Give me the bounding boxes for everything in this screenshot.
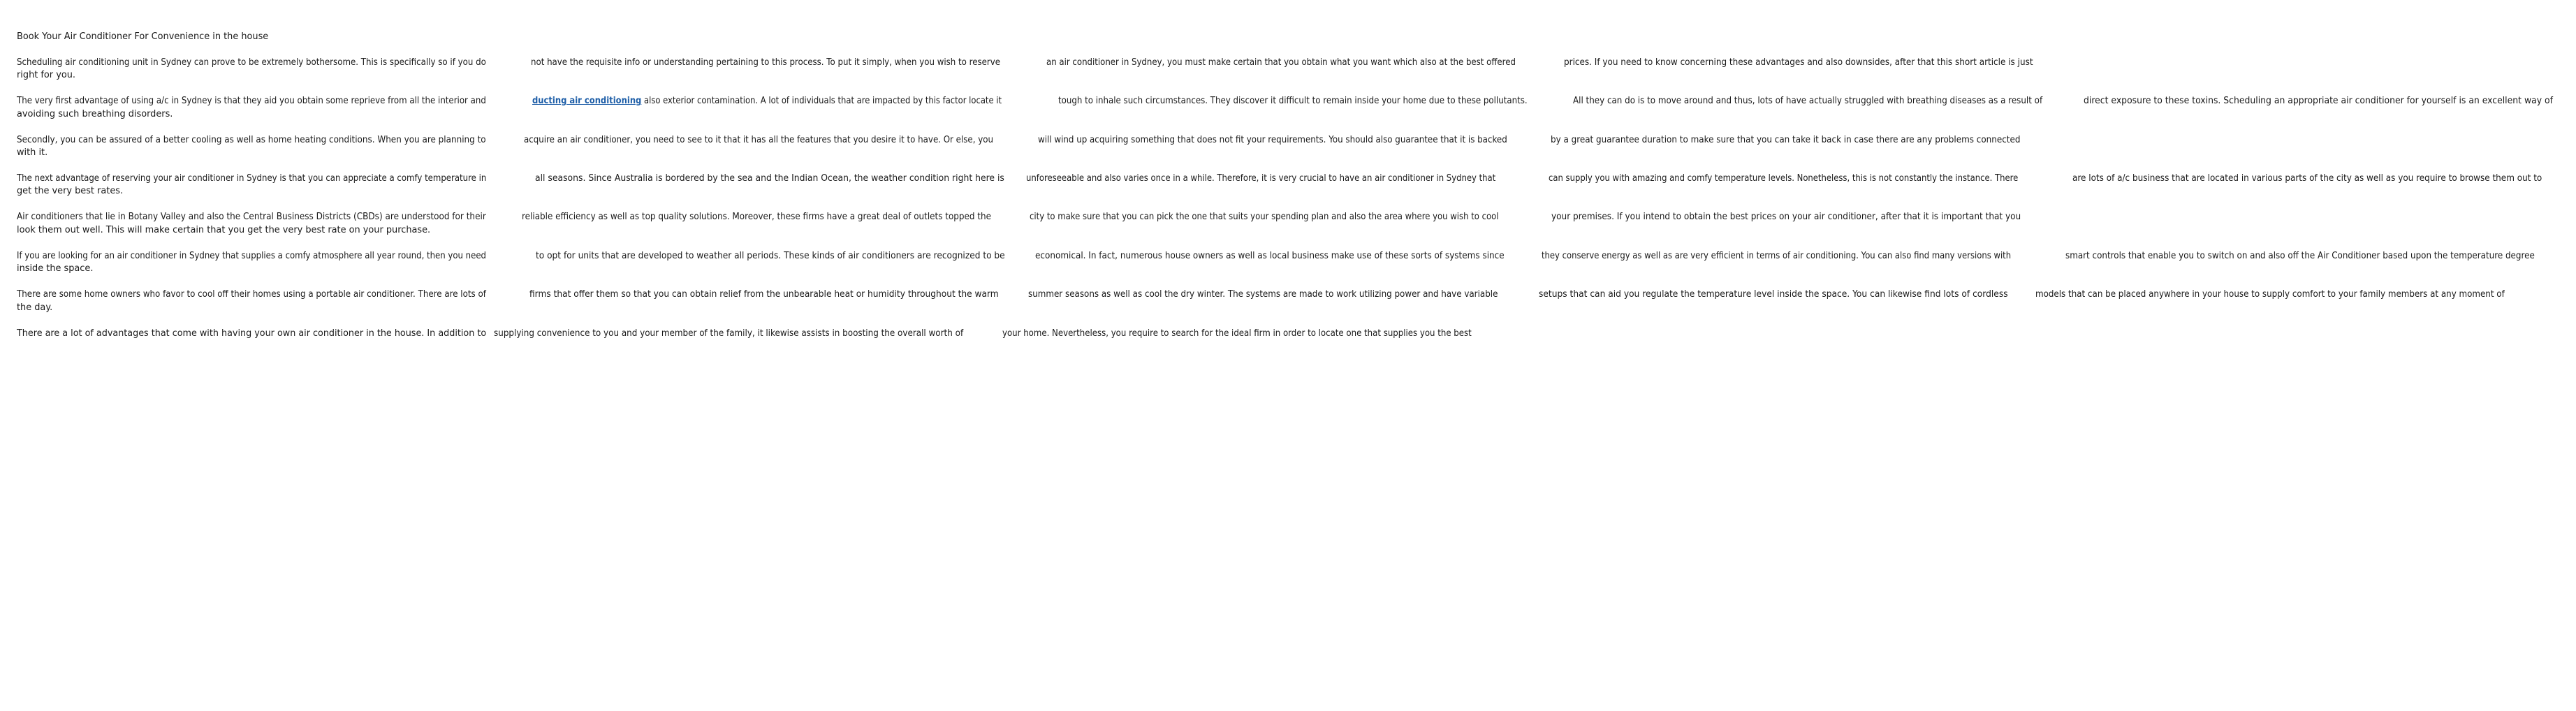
text-line: summer seasons as well as cool the dry winter. The systems are made to work utilizing power and have variable [1028,289,1498,300]
text-line: The next advantage of reserving your air conditioner in Sydney is that you can appreciate a comfy temperature in [17,173,487,184]
text-line: All they can do is to move around and thus, lots of have actually struggled with breathing diseases as a result of [1573,96,2043,107]
paragraph-2 [17,95,2554,121]
paragraph-8 [17,328,1472,340]
text-line: setups that can aid you regulate the temperature level inside the space. You can likewise find lots of cordless [1539,289,2008,300]
text-line: There are a lot of advantages that come with having your own air conditioner in the house. In addition to [17,328,487,339]
text-line: smart controls that enable you to switch on and also off the Air Conditioner based upon the temperature degree [2065,250,2535,261]
paragraph-1 [17,57,2033,82]
text-line: prices. If you need to know concerning these advantages and also downsides, after that this short article is just [1564,57,2033,68]
text-line: an air conditioner in Sydney, you must make certain that you obtain what you want which also at the best offered [1046,57,1516,68]
text-line: reliable efficiency as well as top quality solutions. Moreover, these firms have a great deal of outlets topped the [522,212,992,223]
text-line: all seasons. Since Australia is bordered by the sea and the Indian Ocean, the weather condition right here is [535,173,1005,184]
text-line: look them out well. This will make certain that you get the very best rate on your purchase. [17,224,431,235]
text-line: can supply you with amazing and comfy temperature levels. Nonetheless, this is not constantly the instance. There [1549,173,2019,184]
text-line: right for you. [17,70,75,81]
text-line: supplying convenience to you and your member of the family, it likewise assists in boosting the overall worth of [494,328,964,339]
paragraph-6 [17,250,2535,276]
text-line: they conserve energy as well as are very efficient in terms of air conditioning. You can also find many versions with [1542,250,2012,261]
text-after-link: also exterior contamination. A lot of individuals that are impacted by this factor locate it [641,96,1002,107]
paragraph-4 [17,173,2542,198]
text-line: direct exposure to these toxins. Scheduling an appropriate air conditioner for yourself is an excellent way of [2084,96,2554,107]
text-line: city to make sure that you can pick the one that suits your spending plan and also the area where you wish to cool [1030,212,1499,223]
text-line: to opt for units that are developed to weather all periods. These kinds of air conditioners are recognized to be [536,250,1005,261]
paragraph-3 [17,134,2021,160]
paragraph-7 [17,288,2505,314]
text-line: your premises. If you intend to obtain the best prices on your air conditioner, after that it is important that you [1551,212,2021,223]
text-line: acquire an air conditioner, you need to see to it that it has all the features that you desire it to have. Or else, you [524,134,994,145]
ducting-air-conditioning-link[interactable]: ducting air conditioning [532,96,642,107]
document-title: Book Your Air Conditioner For Convenience in the house [17,31,269,42]
text-line: There are some home owners who favor to cool off their homes using a portable air conditioner. There are lots of [17,289,486,300]
text-line: Secondly, you can be assured of a better cooling as well as home heating conditions. When you are planning to [17,134,486,145]
paragraph-5 [17,211,2021,237]
text-line-with-link [532,95,1002,108]
text-line: economical. In fact, numerous house owners as well as local business make use of these sorts of systems since [1035,250,1505,261]
text-line: will wind up acquiring something that does not fit your requirements. You should also guarantee that it is backed [1038,134,1507,145]
text-line: If you are looking for an air conditioner in Sydney that supplies a comfy atmosphere all year round, then you need [17,250,486,261]
text-line: your home. Nevertheless, you require to search for the ideal firm in order to locate one that supplies you the best [1002,328,1472,339]
text-line: the day. [17,302,53,313]
text-line: Air conditioners that lie in Botany Valley and also the Central Business Districts (CBDs) are understood for their [17,212,486,223]
text-line: get the very best rates. [17,186,124,197]
text-line: Scheduling air conditioning unit in Sydney can prove to be extremely bothersome. This is specifically so if you do [17,57,486,68]
text-line: The very first advantage of using a/c in Sydney is that they aid you obtain some reprieve from all the interior and [17,96,486,107]
text-line: are lots of a/c business that are located in various parts of the city as well as you require to browse them out to [2072,173,2542,184]
text-line: inside the space. [17,263,94,274]
text-line: firms that offer them so that you can obtain relief from the unbearable heat or humidity throughout the warm [529,289,999,300]
text-line: models that can be placed anywhere in your house to supply comfort to your family members at any moment of [2035,289,2505,300]
text-line: with it. [17,147,48,159]
text-line: not have the requisite info or understanding pertaining to this process. To put it simply, when you wish to reserve [531,57,1001,68]
text-line: tough to inhale such circumstances. They discover it difficult to remain inside your home due to these pollutants. [1058,96,1528,107]
text-line: unforeseeable and also varies once in a while. Therefore, it is very crucial to have an air conditioner in Sydney that [1026,173,1496,184]
text-line: avoiding such breathing disorders. [17,108,173,119]
document-page [17,31,2554,353]
text-line: by a great guarantee duration to make sure that you can take it back in case there are any problems connected [1551,134,2021,145]
